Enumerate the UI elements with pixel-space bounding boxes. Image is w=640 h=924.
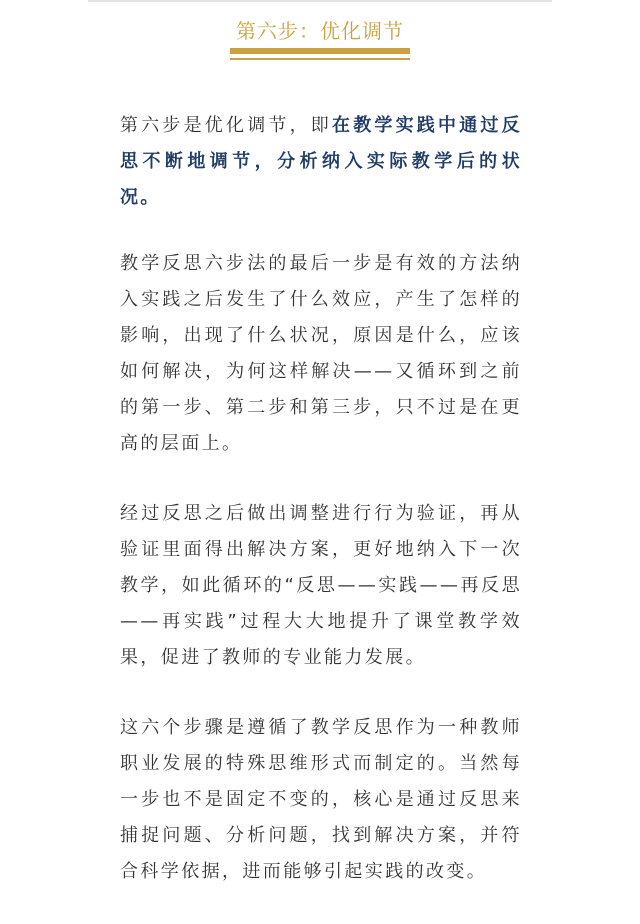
title-underline-thin bbox=[230, 58, 410, 60]
section-header bbox=[0, 14, 640, 48]
top-divider bbox=[88, 0, 552, 2]
paragraph-1-prefix: 第六步是优化调节，即 bbox=[120, 115, 332, 136]
paragraph-3: 经过反思之后做出调整进行行为验证，再从验证里面得出解决方案，更好地纳入下一次教学，如此循环的“反思——实践——再反思——再实践”过程大大地提升了课堂教学效果，促进了教师的专业能力发展。 bbox=[120, 503, 522, 668]
paragraph-2: 教学反思六步法的最后一步是有效的方法纳入实践之后发生了什么效应，产生了怎样的影响，出现了什么状况，原因是什么，应该如何解决，为何这样解决——又循环到之前的第一步、第二步和第三步，只不过是在更高的层面上。 bbox=[120, 253, 522, 454]
paragraph-1-highlight: 在教学实践中通过反思不断地调节，分析纳入实际教学后的状况。 bbox=[120, 115, 522, 208]
paragraph-4: 这六个步骤是遵循了教学反思作为一种教师职业发展的特殊思维形式而制定的。当然每一步也不是固定不变的，核心是通过反思来捕捉问题、分析问题，找到解决方案，并符合科学依据，进而能够引起实践的改变。 bbox=[120, 717, 522, 882]
paragraph-1 bbox=[120, 108, 522, 216]
article-body bbox=[120, 108, 522, 924]
section-title: 第六步：优化调节 bbox=[236, 19, 404, 43]
title-underline-thick bbox=[230, 48, 410, 54]
